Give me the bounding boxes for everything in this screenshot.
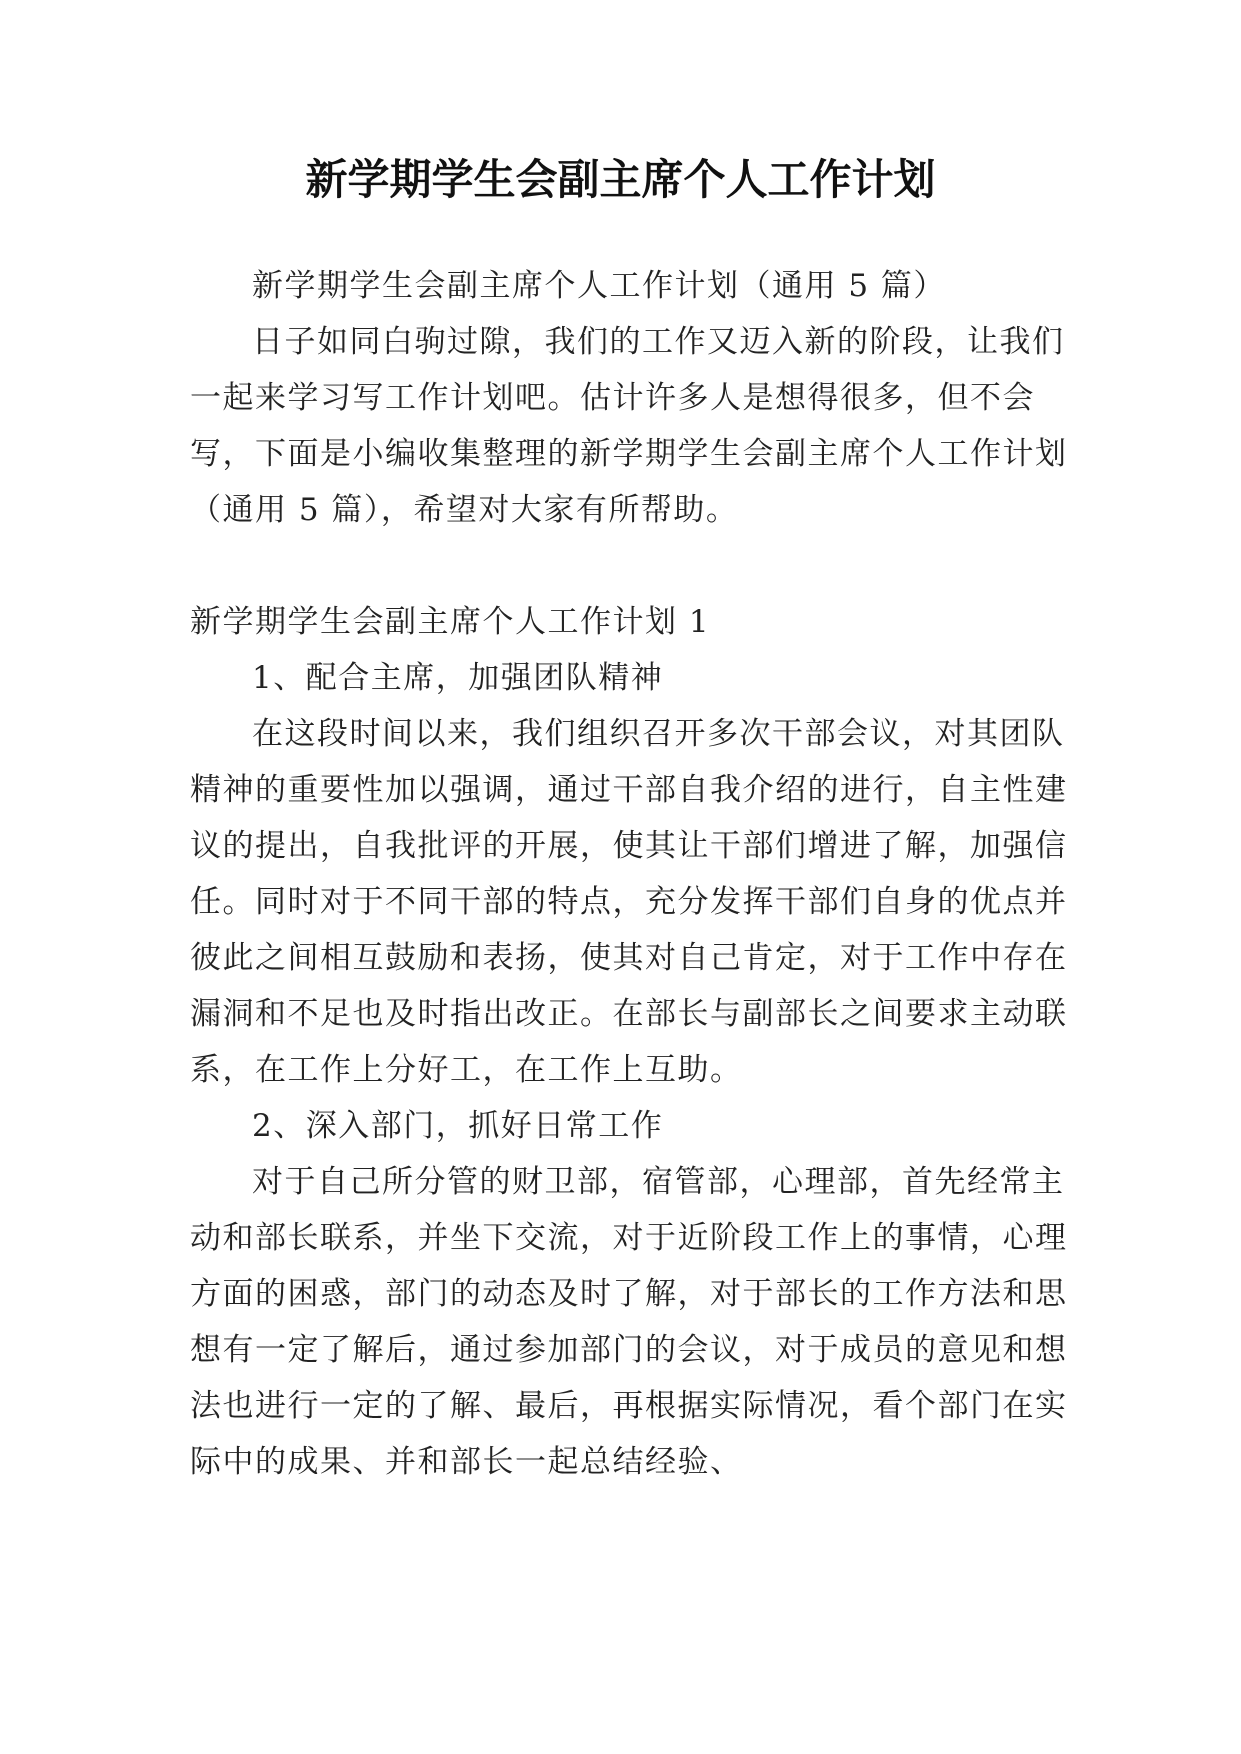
intro-paragraph: 日子如同白驹过隙，我们的工作又迈入新的阶段，让我们一起来学习写工作计划吧。估计许多人是想得很多，但不会写，下面是小编收集整理的新学期学生会副主席个人工作计划（通用 5 篇），希望对大家有所帮助。 <box>190 324 1068 528</box>
point-1-heading: 1、配合主席，加强团队精神 <box>252 660 664 696</box>
paragraph-spacer <box>190 538 1070 594</box>
document-title: 新学期学生会副主席个人工作计划 <box>305 155 936 204</box>
point-2-heading: 2、深入部门，抓好日常工作 <box>252 1108 664 1144</box>
point-2-paragraph: 对于自己所分管的财卫部，宿管部，心理部，首先经常主动和部长联系，并坐下交流，对于近阶段工作上的事情，心理方面的困惑，部门的动态及时了解，对于部长的工作方法和思想有一定了解后，通过参加部门的会议，对于成员的意见和想法也进行一定的了解、最后，再根据实际情况，看个部门在实际中的成果、并和部长一起总结经验、 <box>190 1164 1068 1480</box>
document-body <box>190 258 1070 1490</box>
section-heading: 新学期学生会副主席个人工作计划 1 <box>190 604 711 640</box>
point-1-paragraph: 在这段时间以来，我们组织召开多次干部会议，对其团队精神的重要性加以强调，通过干部自我介绍的进行，自主性建议的提出，自我批评的开展，使其让干部们增进了解，加强信任。同时对于不同干部的特点，充分发挥干部们自身的优点并彼此之间相互鼓励和表扬，使其对自己肯定，对于工作中存在漏洞和不足也及时指出改正。在部长与副部长之间要求主动联系，在工作上分好工，在工作上互助。 <box>190 716 1068 1088</box>
document-subtitle: 新学期学生会副主席个人工作计划（通用 5 篇） <box>252 268 946 304</box>
